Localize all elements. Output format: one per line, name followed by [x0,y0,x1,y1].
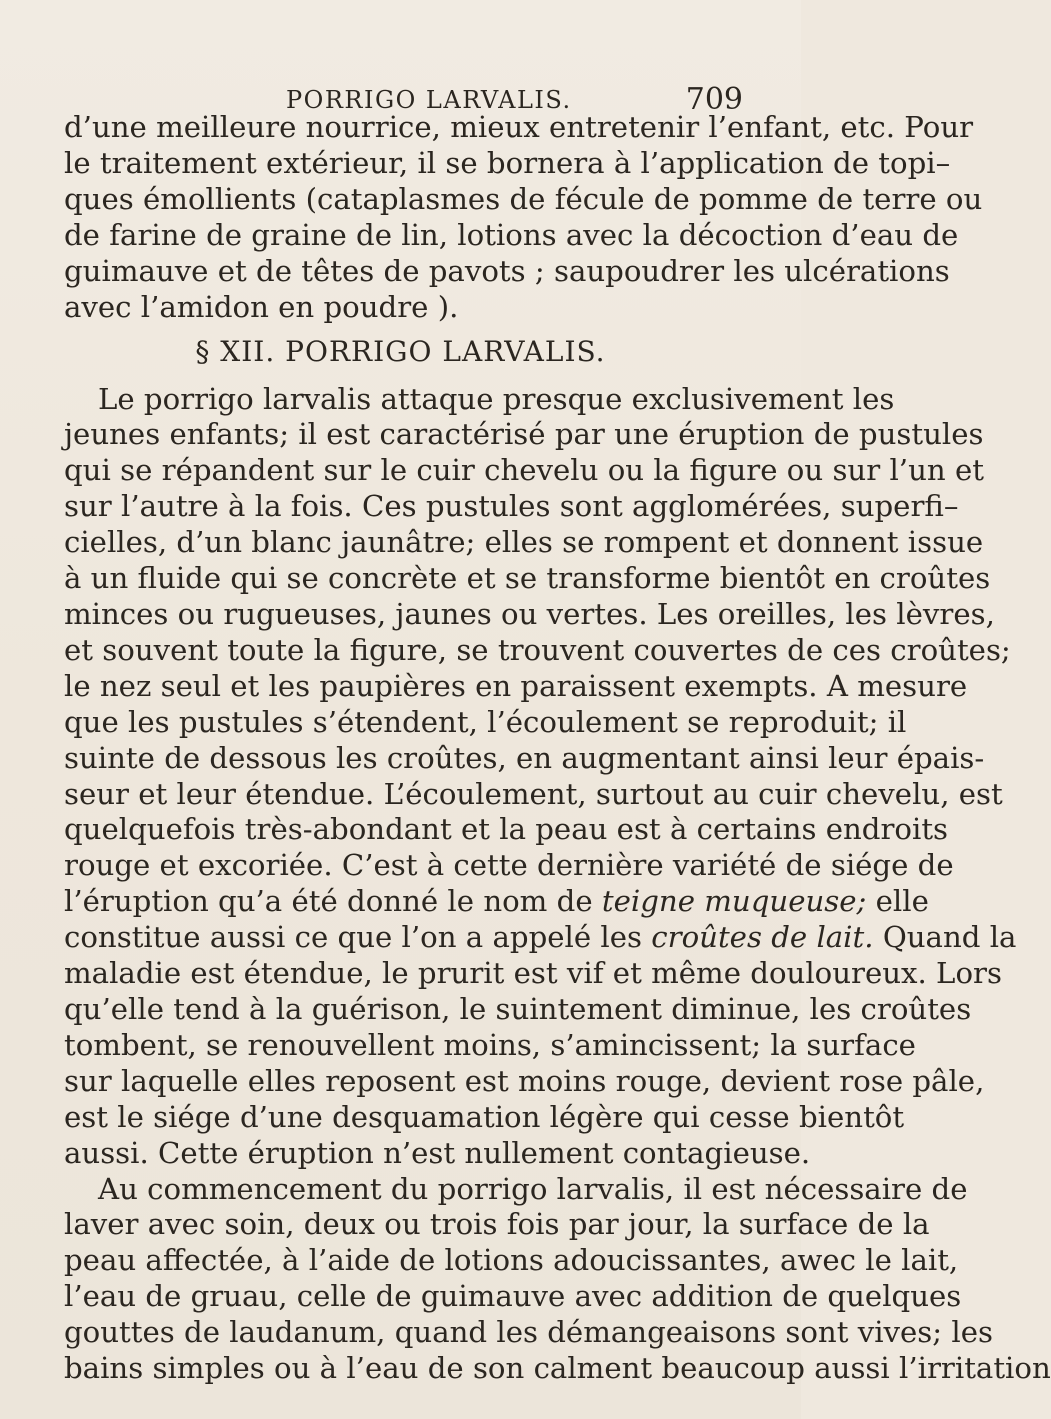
italic-term: croûtes de lait. [651,920,874,955]
text-line: gouttes de laudanum, quand les démangeaisons sont vives; les [64,1315,993,1350]
italic-term: teigne muqueuse; [601,884,867,919]
text-line: peau affectée, à l’aide de lotions adoucissantes, awec le lait, [64,1243,959,1278]
text-line: rouge et excoriée. C’est à cette dernière variété de siége de [64,848,954,883]
text-line: aussi. Cette éruption n’est nullement contagieuse. [64,1135,811,1170]
text-line: l’eau de gruau, celle de guimauve avec addition de quelques [64,1279,962,1314]
text-line: bains simples ou à l’eau de son calment beaucoup aussi l’irritation [64,1351,1051,1386]
text-line: de farine de graine de lin, lotions avec la décoction d’eau de [64,217,959,252]
line-text: Quand la [882,920,1017,955]
text-line: est le siége d’une desquamation légère qui cesse bientôt [64,1099,905,1134]
text-line: qui se répandent sur le cuir chevelu ou la figure ou sur l’un et [64,453,984,488]
section-heading: § XII. PORRIGO LARVALIS. [195,335,606,369]
text-line: et souvent toute la figure, se trouvent couvertes de ces croûtes; [64,632,1011,667]
text-line: jeunes enfants; il est caractérisé par une éruption de pustules [64,417,984,452]
text-line: maladie est étendue, le prurit est vif et même douloureux. Lors [64,956,1002,991]
line-text: elle [875,884,929,919]
text-line: que les pustules s’étendent, l’écoulement se reproduit; il [64,704,907,739]
running-title: PORRIGO LARVALIS. [286,86,572,114]
text-line: avec l’amidon en poudre ). [64,289,459,324]
text-line: sur l’autre à la fois. Ces pustules sont agglomérées, superfi– [64,489,959,524]
text-line: guimauve et de têtes de pavots ; saupoudrer les ulcérations [64,253,950,288]
text-line: minces ou rugueuses, jaunes ou vertes. Les oreilles, les lèvres, [64,596,995,631]
page-number: 709 [685,82,743,117]
text-line: à un fluide qui se concrète et se transforme bientôt en croûtes [64,561,991,595]
text-line: cielles, d’un blanc jaunâtre; elles se rompent et donnent issue [64,525,984,560]
line-text: l’éruption qu’a été donné le nom de [64,884,593,919]
text-line: Le porrigo larvalis attaque presque exclusivement les [98,381,895,416]
text-line: laver avec soin, deux ou trois fois par jour, la surface de la [64,1207,930,1242]
text-line [64,920,1017,956]
text-line: ques émollients (cataplasmes de fécule de pomme de terre ou [64,181,983,216]
text-line: Au commencement du porrigo larvalis, il est nécessaire de [98,1171,968,1206]
text-line: seur et leur étendue. L’écoulement, surtout au cuir chevelu, est [64,776,1003,811]
text-line: suinte de dessous les croûtes, en augmentant ainsi leur épais- [64,740,985,775]
text-line: d’une meilleure nourrice, mieux entretenir l’enfant, etc. Pour [64,110,974,144]
text-line: le nez seul et les paupières en paraissent exempts. A mesure [64,668,968,703]
text-line: tombent, se renouvellent moins, s’amincissent; la surface [64,1027,916,1062]
text-line: sur laquelle elles reposent est moins rouge, devient rose pâle, [64,1063,985,1098]
line-text: constitue aussi ce que l’on a appelé les [64,920,642,955]
text-line [64,884,929,920]
text-line: le traitement extérieur, il se bornera à l’application de topi– [64,145,951,180]
text-line: quelquefois très-abondant et la peau est à certains endroits [64,812,949,847]
text-line: qu’elle tend à la guérison, le suintement diminue, les croûtes [64,992,972,1026]
